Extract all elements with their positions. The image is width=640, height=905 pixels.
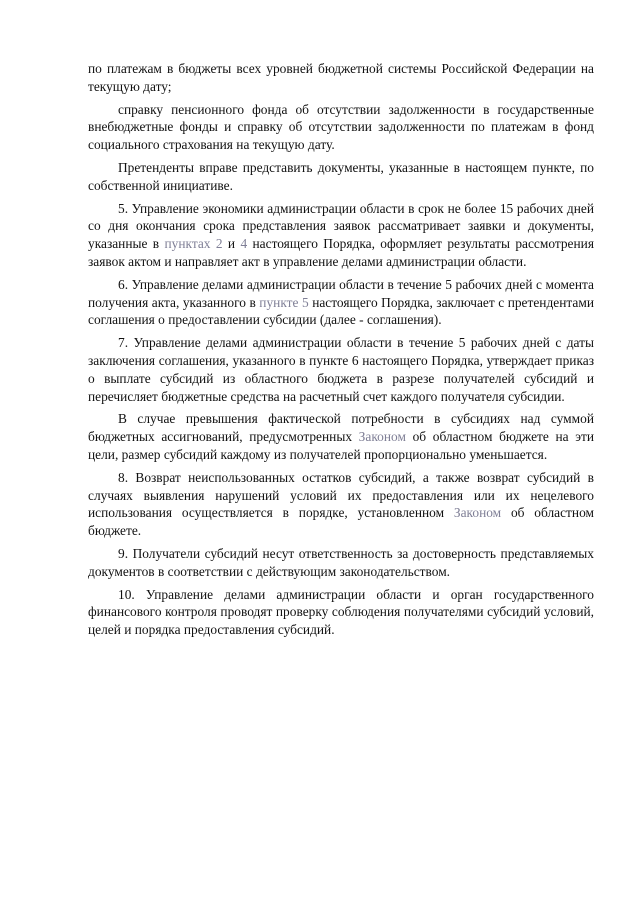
paragraph-p1 bbox=[88, 60, 594, 96]
paragraph-text: 7. Управление делами администрации области в течение 5 рабочих дней с даты заключения соглашения, указанного в пункте 6 настоящего Порядка, утверждает приказ о выплате субсидий из областного бюджета в разрезе получателей субсидий и перечисляет бюджетные средства на расчетный счет каждого получателя субсидии. bbox=[88, 335, 594, 404]
paragraph-p7 bbox=[88, 410, 594, 463]
paragraph-text: и bbox=[222, 236, 241, 252]
document-body bbox=[88, 60, 594, 639]
document-reference-link[interactable]: 4 bbox=[240, 236, 248, 252]
paragraph-p10 bbox=[88, 586, 594, 639]
paragraph-text: об областном бюджете. bbox=[88, 505, 594, 539]
document-reference-link[interactable]: Законом bbox=[453, 505, 502, 521]
paragraph-p2 bbox=[88, 101, 594, 154]
paragraph-text: 10. Управление делами администрации области и орган государственного финансового контроля проводят проверку соблюдения получателями субсидий условий, целей и порядка предоставления субсидий. bbox=[88, 586, 594, 638]
paragraph-p5 bbox=[88, 276, 594, 329]
paragraph-p4 bbox=[88, 200, 594, 271]
paragraph-p6 bbox=[88, 334, 594, 405]
paragraph-text: об областном бюджете на эти цели, размер субсидий каждому из получателей пропорционально уменьшается. bbox=[88, 429, 595, 462]
document-reference-link[interactable]: пунктах 2 bbox=[164, 236, 223, 252]
paragraph-p8 bbox=[88, 469, 594, 540]
paragraph-text: справку пенсионного фонда об отсутствии задолженности в государственные внебюджетные фонды и справку об отсутствии задолженности по платежам в фонд социального страхования на текущую дату. bbox=[88, 101, 594, 153]
paragraph-text: по платежам в бюджеты всех уровней бюджетной системы Российской Федерации на текущую дату; bbox=[88, 61, 594, 94]
paragraph-text: настоящего Порядка, заключает с претендентами соглашения о предоставлении субсидии (далее - соглашения). bbox=[88, 294, 594, 328]
paragraph-p3 bbox=[88, 159, 594, 195]
paragraph-text: Претенденты вправе представить документы, указанные в настоящем пункте, по собственной инициативе. bbox=[88, 159, 594, 193]
document-reference-link[interactable]: Законом bbox=[358, 429, 406, 445]
paragraph-text: 5. Управление экономики администрации области в срок не более 15 рабочих дней со дня окончания срока представления заявок рассматривает заявки и документы, указанные в bbox=[88, 200, 594, 252]
paragraph-text: 6. Управление делами администрации области в течение 5 рабочих дней с момента получения акта, указанного в bbox=[88, 276, 594, 310]
paragraph-text: В случае превышения фактической потребности в субсидиях над суммой бюджетных ассигнований, предусмотренных bbox=[88, 411, 594, 445]
paragraph-text: настоящего Порядка, оформляет результаты рассмотрения заявок актом и направляет акт в управление делами администрации области. bbox=[88, 236, 594, 269]
paragraph-p9 bbox=[88, 545, 594, 581]
paragraph-text: 9. Получатели субсидий несут ответственность за достоверность представляемых документов в соответствии с действующим законодательством. bbox=[88, 545, 594, 579]
paragraph-text: 8. Возврат неиспользованных остатков субсидий, а также возврат субсидий в случаях выявления нарушений условий их предоставления или их нецелевого использования осуществляется в порядке, установленном bbox=[88, 469, 594, 521]
document-reference-link[interactable]: пункте 5 bbox=[259, 294, 309, 310]
